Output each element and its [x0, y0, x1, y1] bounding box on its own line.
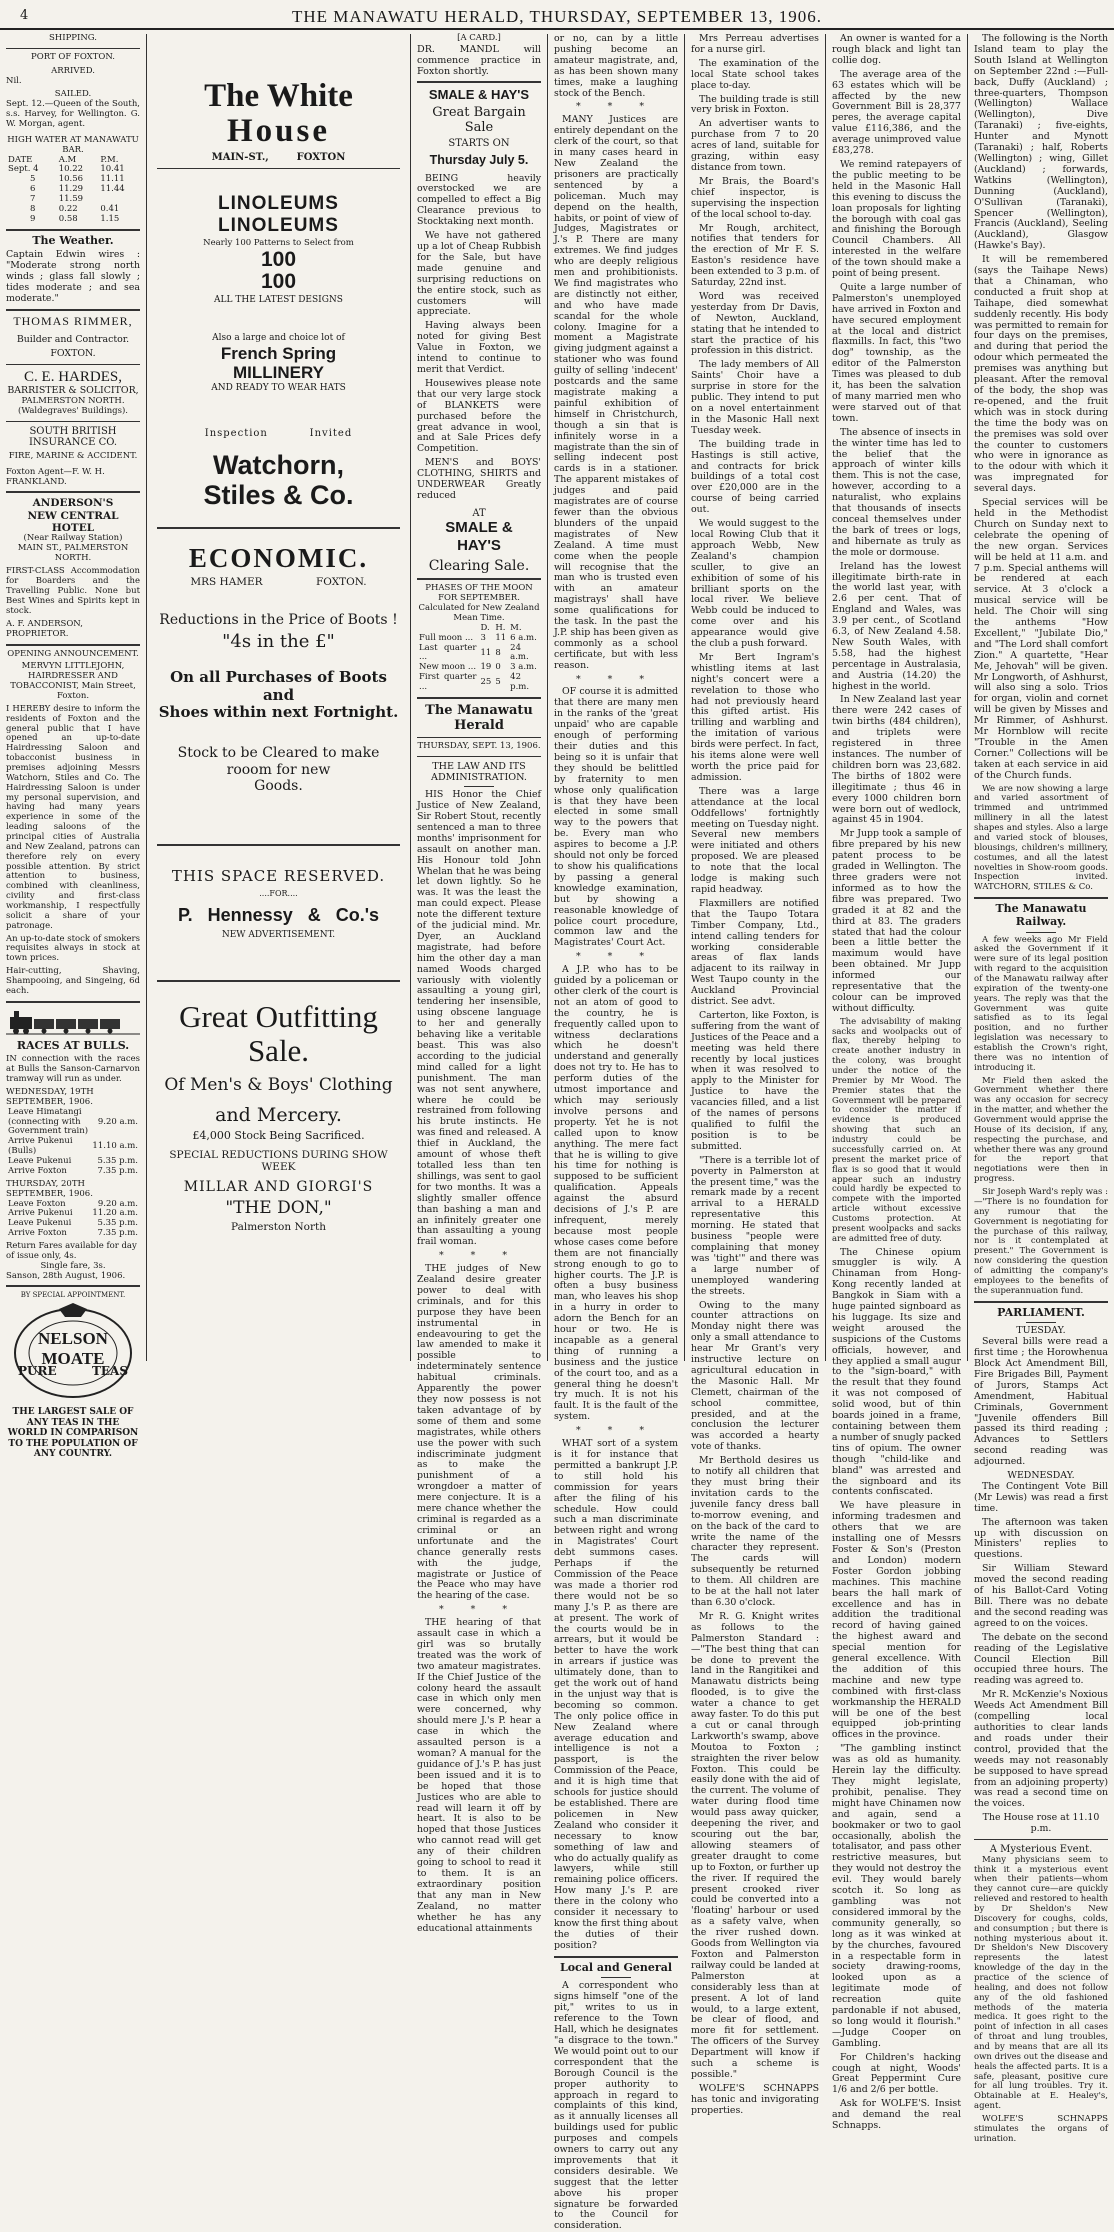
thursday-heading: THURSDAY, 20TH SEPTEMBER, 1906.: [6, 1178, 93, 1199]
anderson-address: MAIN ST., PALMERSTON NORTH.: [17, 542, 129, 563]
local-paragraph: There was a large attendance at the local Oddfellows' fortnightly meeting on Tuesday night. Several new members were initiated and others proposed. We are pleased to note that the local lodge is making such rapid headway.: [691, 785, 819, 895]
railway-heading: The Manawatu Railway.: [995, 902, 1087, 928]
newspaper-title: THE MANAWATU HERALD, THURSDAY, SEPTEMBER 13, 1906.: [291, 7, 823, 26]
local-paragraph: The absence of insects in the winter time has led to the belief that the approach of winter kills them. This is not the case, however, according to a naturalist, who explains that thousands of insects conceal themselves under the bark of trees or logs, and hibernate as truly as the mole or dormouse.: [832, 426, 961, 558]
outfitting-clothing: Of Men's & Boys' Clothing: [164, 1075, 393, 1096]
timetable-stop: Leave Himatangi (connecting with Government train): [8, 1106, 89, 1137]
local-paragraph: "The gambling instinct was as old as humanity. Herein lay the difficulty. They might legislate, prohibit, penalise. They might have Chinamen now and again, send a bookmaker or two to gaol occasionally, abolish the totalisator, and pass other restrictive measures, but they would not destroy the evil. They would barely scotch it. So long as gambling was not considered immoral by the community generally, so long as it was winked at by the churches, favoured in a respectable form in society drawing-rooms, looked upon as a legitimate mode of recreation quite pardonable if not abused, so long would it flourish." —Judge Cooper on Gambling.: [832, 1743, 961, 2049]
watchorn-heading: Watchorn,: [213, 450, 344, 481]
column-2-advertisements: [147, 34, 410, 1361]
local-paragraph: The average area of the 63 estates which will be affected by the new Government Bill is 28,377 peres, the average capital value £116,386, and the average unimproved value £83,278.: [832, 68, 961, 157]
races-single-fare: Single fare, 3s.: [40, 1260, 106, 1271]
law-paragraph: OF course it is admitted that there are many men in the ranks of the 'great unpaid' who are capable enough of performing their duties and this being so it is unfair that they should be belittled by fraternity to men whose only qualification is that they have been elected in some small way to the powers that be. Every man who aspires to become a J.P. should not only be forced to show his qualifications by passing a general knowledge examination, but by showing a reasonable knowledge of police court procedure, common law and the Magistrates' Court Act.: [554, 686, 678, 949]
millinery-heading-2: MILLINERY: [233, 363, 324, 383]
sailed-label: SAILED.: [54, 89, 92, 100]
local-paragraph: Ireland has the lowest illegitimate birth-rate in the world last year, with 2.6 per cent. That of England and Wales, was 3.9 per cent., of Scotland 6.3, of New Zealand 4.58. New South Wales, with 5.58, had the highest percentage in Australasia, and Austria (14.20) the highest in the world.: [832, 560, 961, 692]
law-continued: or no, can by a little pushing become an amateur magistrate, and, as has been shown many times, make a laughing stock of the Bench.: [554, 33, 678, 99]
local-paragraph: An owner is wanted for a rough black and light tan collie dog.: [832, 33, 961, 66]
local-paragraph: Mr Bert Ingram's whistling items at last night's concert were a revelation to those who had not previously heard this gifted artist. His trilling and warbling and the imitation of various birds were perfect. In fact, his items alone were well worth the price paid for admission.: [691, 651, 819, 783]
smale-great-bargain: Great Bargain Sale: [432, 105, 526, 136]
smale-paragraph: We have not gathered up a lot of Cheap Rubbish for the Sale, but have made genuine and surprising reductions on the entire stock, such as customers will appreciate.: [417, 230, 541, 318]
parliament-paragraph: Mr R. McKenzie's Noxious Weeds Act Amendment Bill (compelling local authorities to clear lands and roads under their control, provided that the weeds may not reasonably be supposed to have spread from an adjoining property) was read a second time on the voices.: [974, 1689, 1108, 1810]
timetable-time: 5.35 p.m.: [97, 1218, 138, 1229]
tide-pm: 11.44: [100, 184, 125, 195]
rimmer-role: Builder and Contractor.: [16, 333, 130, 345]
moon-day: 11: [480, 647, 492, 658]
separator-stars: * * *: [575, 1425, 657, 1437]
rimmer-name: THOMAS RIMMER,: [13, 313, 133, 328]
linoleums-heading: LINOLEUMS: [218, 192, 339, 214]
linoleums-patterns: Nearly 100 Patterns to Select from: [203, 237, 354, 248]
local-paragraph: Mr Brais, the Board's chief inspector, is supervising the inspection of the local school to-day.: [691, 175, 819, 220]
the-don: "THE DON,": [225, 1198, 332, 1219]
local-paragraph: The Chinese opium smuggler is wily. A Chinaman from Hong-Kong recently landed at Bangkok in Siam with a huge painted signboard as his luggage. Its size and weight aroused the suspicions of the Customs officials, however, and they applied a small augur to the "sign-board," with the result that they found it was not composed of solid wood, but of thin boards joined in a frame, containing between them a number of snugly packed tins of opium. The owner though "child-like and bland" was arrested and the signboard and its contents confiscated.: [832, 1246, 961, 1498]
wolfe-schnapps-notice: WOLFE'S SCHNAPPS has tonic and invigorating properties.: [691, 2082, 819, 2116]
moon-minute: 42 p.m.: [510, 672, 530, 693]
inspection-invited: Inspection Invited: [204, 427, 353, 439]
nelson-pure: PURE: [18, 1364, 57, 1379]
local-paragraph: Mr Jupp took a sample of fibre prepared by his new patent process to be graded in Wellington. The three graders were not informed as to how the fibre was prepared. Two graded it at 82 and the third at 83. The graders stated that had the colour been a little better the maximum would have been obtained. Mr Jupp informed our representative that the colour can be improved without difficulty.: [832, 828, 961, 1014]
races-date: Sanson, 28th August, 1906.: [6, 1270, 126, 1281]
economic-heading: ECONOMIC.: [188, 542, 369, 573]
nelson-special: BY SPECIAL APPOINTMENT.: [20, 1291, 126, 1300]
white-house-title: The White: [204, 78, 353, 114]
moon-hour: 0: [495, 662, 501, 673]
reductions-price: "4s in the £": [222, 631, 335, 653]
law-paragraph: WHAT sort of a system is it for instance that permitted a bankrupt J.P. to still hold his commission for years after the filing of his schedule. How could such a man discriminate between right and wrong in Magistrates' Court debt summons cases. Perhaps if the Commission of the Peace was made a thorier rod there would not be so many J.'s P. as there are at present. The work of the courts would be in arrears, but it would be better to have the work in arrears if justice was ultimately done, than to get the work out of hand in the unjust way that is becoming so common. The only police office in New Zealand where average education and intelligence is not a passport, is the Commission of the Peace, and it is high time that schools for justice should be established. There are policemen in New Zealand who consider it necessary to know something of law and who do actually qualify as lawyers, while still remaining police officers. How many J.'s P. are there in the colony who consider it necessary to know the first thing about the duties of their position?: [554, 1438, 678, 1951]
tide-date: 9: [30, 213, 36, 224]
races-fares: Return Fares available for day of issue only, 4s.: [6, 1240, 137, 1261]
hennessy-name: P. Hennessy & Co.'s: [177, 904, 380, 925]
timetable-stop: Leave Pukenui: [8, 1156, 72, 1167]
economic-hamer: MRS HAMER FOXTON.: [190, 575, 367, 588]
nelson-teas: TEAS: [91, 1364, 128, 1379]
weather-heading: The Weather.: [32, 233, 114, 247]
sbi-line: FIRE, MARINE & ACCIDENT.: [8, 450, 138, 461]
watchorn-notice: We are now showing a large and varied assortment of trimmed and untrimmed millinery in all the latest shapes and styles. Also a large and varied stock of blouses, blousings, children's millinery, costumes, and all the latest novelties in Show-room goods. Inspection invited. WATCHORN, STILES & Co.: [974, 783, 1108, 893]
local-paragraph: The lady members of All Saints' Choir have a surprise in store for the public. They intend to put on a novel entertainment in the Masonic Hall next Tuesday week.: [691, 359, 819, 436]
wolfe-schnapps-notice: Ask for WOLFE'S. Insist and demand the real Schnapps.: [832, 2098, 961, 2132]
shipping-heading: SHIPPING.: [48, 33, 98, 43]
column-7: [968, 33, 1114, 2144]
local-paragraph: The advisability of making sacks and woolpacks out of flax, thereby helping to create another industry in the colony, was brought under the notice of the Premier by Mr Wood. The Premier states that the Government will be prepared to consider the matter if evidence is produced showing that such an industry could be successfully carried on. At present the market price of flax is so good that it would appear such an industry could hardly be expected to compete with the imported article without excessive Customs protection. At present woolpacks and sacks are admitted free of duty.: [832, 1016, 961, 1244]
parliament-paragraph: The afternoon was taken up with discussion on Ministers' replies to questions.: [974, 1516, 1108, 1561]
parliament-paragraph: The Contingent Vote Bill (Mr Lewis) was read a first time.: [974, 1480, 1108, 1514]
moon-phase: Last quarter ...: [419, 642, 477, 663]
tide-date: Sept. 4: [8, 164, 39, 175]
millinery-intro: Also a large and choice lot of: [212, 333, 345, 344]
cleared-line: Stock to be Cleared to make rooom for new: [177, 745, 380, 778]
parliament-paragraph: The debate on the second reading of the Legislative Council Election Bill occupied three hours. The reading was agreed to.: [974, 1631, 1108, 1687]
local-paragraph: Mr Berthold desires us to notify all children that they must bring their invitation cards to the juvenile fancy dress ball to-morrow evening, and on the back of the card to write the name of the character they represent. The cards will subsequently be returned to them. All children are to be at the hall not later than 6.30 o'clock.: [691, 1455, 819, 1608]
moon-day: 3: [480, 632, 486, 643]
moon-minute: 6 a.m.: [510, 632, 537, 643]
timetable-time: 5.35 p.m.: [97, 1156, 138, 1167]
outfitting-special: SPECIAL REDUCTIONS DURING SHOW WEEK: [169, 1148, 388, 1173]
smale-name: SMALE &: [445, 519, 513, 537]
smale-paragraph: Housewives please note that our very large stock of BLANKETS were purchased before the great advance in wool, and at Sale Prices defy Competition.: [417, 377, 541, 455]
local-paragraph: An advertiser wants to purchase from 7 to 20 acres of land, suitable for grazing, within easy distance from town.: [691, 118, 819, 173]
column-5: [685, 33, 825, 2116]
tide-am: 11.59: [58, 194, 84, 205]
hardes-role: BARRISTER & SOLICITOR,: [7, 385, 139, 396]
railway-paragraph: Sir Joseph Ward's reply was :—"There is no foundation for any rumour that the Government is negotiating for the purchase of this railway, nor is it contemplated at present." The Government is now considering the question of admitting the company's employees to the benefits of the superannuation fund.: [974, 1187, 1108, 1296]
smale-paragraph: Having always been noted for giving Best Value in Foxton, we intend to continue to merit that Verdict.: [417, 320, 541, 375]
moon-minute: 3 a.m.: [510, 662, 537, 673]
reductions-heading: Reductions in the Price of Boots !: [159, 612, 398, 629]
hardes-place: PALMERSTON NORTH.: [21, 395, 125, 406]
millinery-heading: French Spring: [220, 343, 337, 363]
tide-date: 5: [30, 174, 36, 185]
column-3: [411, 33, 547, 1934]
local-paragraph: The building trade in Hastings is still active, and contracts for brick buildings of a total cost over £20,000 are in the course of being carried out.: [691, 438, 819, 516]
local-paragraph: The following is the North Island team to play the South Island at Wellington on September 22nd :—Full-back, Duffy (Auckland) ; three-quarters, Thompson (Wellington) Wallace (Wellington), Dive (Taranaki) ; five-eights, Hunter and Mynott (Taranaki) ; half, Roberts (Wellington) ; wing, Gillet (Auckland) ; forwards, Watkins (Wellington), Dunning (Auckland), O'Sullivan (Taranaki), Spencer (Wellington), Francis (Auckland), Seeling (Auckland), Glasgow (Hawke's Bay).: [974, 33, 1108, 252]
local-paragraph: We have pleasure in informing tradesmen and others that we are installing one of Messrs Foster & Son's (Preston and London) modern Foster Gordon jobbing machines. This machine bears the hall mark of excellence and has in addition the traditional record of having gained the highest award and special mention for general excellence. With the addition of this machine and new type combined with first-class workmanship the HERALD will be one of the best equipped job-printing offices in the province.: [832, 1500, 961, 1741]
local-paragraph: "There is a terrible lot of poverty in Palmerston at the present time," was the remark made by a recent arrival to a HERALD representative this morning. He stated that business "people were complaining that money was 'tight'" and there was a large number of unemployed wandering the streets.: [691, 1154, 819, 1297]
timetable-time: 9.20 a.m.: [97, 1198, 138, 1209]
tide-pm: 1.15: [100, 213, 120, 224]
column-4: [548, 33, 684, 2232]
linoleums-heading-2: LINOLEUMS: [218, 214, 339, 236]
separator-stars: * * *: [438, 1250, 520, 1262]
moon-hour: 11: [495, 632, 507, 643]
millinery-hats: AND READY TO WEAR HATS: [211, 383, 346, 394]
page-number: 4: [20, 8, 29, 23]
column-6: [826, 33, 967, 2132]
moon-phase: New moon ...: [419, 662, 477, 673]
sailed-text: Sept. 12.—Queen of the South, s.s. Harvey, for Wellington. G. W. Morgan, agent.: [6, 99, 140, 130]
railway-paragraph: Mr Field then asked the Government whether there was any occasion for secrecy in the matter, and whether the Government would apprise the House of its decision, if any, respecting the purchase, and whether there was any ground for the report that negotiations were then in progress.: [974, 1075, 1108, 1185]
masthead: [0, 0, 1114, 30]
tide-pm: 0.41: [100, 203, 120, 214]
card-label: [A CARD.]: [457, 33, 501, 43]
moon-hour: 5: [495, 677, 501, 688]
timetable-stop: Leave Pukenui: [8, 1218, 72, 1229]
moon-row: [417, 644, 541, 664]
tide-am: 11.29: [58, 184, 84, 195]
law-paragraph: THE hearing of that assault case in which a girl was so brutally treated was the work of two amateur magistrates. If the Chief Justice of the colony heard the assault case in which only men were concerned, why should mere J.'s P. hear a case in which the assaulted person is a woman? A manual for the guidance of J.'s P. has just been issued and it is to be hoped that those Justices who are able to read will learn it off by heart. It is also to be hoped that those Justices who cannot read will get any of their children going to school to read it to them. It is an extraordinary position that any man in New Zealand, no matter whether he has any educational attainments: [417, 1617, 541, 1934]
timetable-row: [6, 1108, 140, 1138]
moon-minute: 24 a.m.: [510, 642, 529, 663]
reserved-for: ....FOR....: [259, 889, 298, 899]
separator-stars: * * *: [575, 101, 657, 113]
tide-pm: 10.41: [100, 164, 125, 175]
tide-date: 8: [30, 203, 36, 214]
column-1: [0, 33, 146, 1460]
nelson-moate-lettering: [6, 1329, 140, 1403]
mandl-notice: DR. MANDL will commence practice in Foxton shortly.: [417, 43, 541, 78]
local-paragraph: Owing to the many counter attractions on Monday night there was only a small attendance to hear Mr Grant's very instructive lecture on agricultural education in the Masonic Hall. Mr Clemett, chairman of the school committee, presided, and at the conclusion the lecturer was accorded a hearty vote of thanks.: [691, 1299, 819, 1453]
local-paragraph: The building trade is still very brisk in Foxton.: [691, 93, 819, 116]
white-house-address: MAIN-ST., FOXTON: [211, 152, 346, 164]
tide-date: 6: [30, 184, 36, 195]
littlejohn-stock: An up-to-date stock of smokers requisites always in stock at town prices.: [6, 933, 140, 964]
mystery-heading: A Mysterious Event.: [989, 1844, 1093, 1856]
purchases-line: On all Purchases of Boots and: [170, 668, 387, 704]
moon-table: [417, 624, 541, 693]
races-text: IN connection with the races at Bulls the Sanson-Carnarvon tramway will run as under.: [6, 1054, 140, 1085]
moon-heading: PHASES OF THE MOON FOR SEPTEMBER. Calculated for New Zealand Mean Time.: [418, 583, 540, 624]
local-general-heading: Local and General: [559, 1960, 673, 1974]
separator-stars: * * *: [438, 1604, 520, 1616]
tide-table: [6, 156, 140, 225]
reserved-heading: THIS SPACE RESERVED.: [171, 867, 386, 886]
timetable-stop: Arrive Foxton: [8, 1228, 67, 1239]
local-paragraph: Flaxmillers are notified that the Taupo Totara Timber Company, Ltd., intend calling tenders for working considerable areas of flax lands adjacent to its railway in West Taupo county in the Auckland Provincial district. See advt.: [691, 897, 819, 1008]
local-paragraph: It will be remembered (says the Taihape News) that a Chinaman, who conducted a fruit shop at Taihape, died somewhat suddenly recently. His body was permitted to remain for four days on the premises, and during that period the odour which permeated the premises was anything but pleasant. After the removal of the body, the shop was re-opened, and the fruit which was in stock during the time the body was on the premises was sold over the counter to customers who were in ignorance as to the odour with which it was impregnated for several days.: [974, 254, 1108, 495]
don-palmerston: Palmerston North: [231, 1221, 326, 1234]
port-heading: PORT OF FOXTON.: [31, 51, 115, 62]
tide-am: 0.22: [58, 203, 78, 214]
moon-phase: Full moon ...: [419, 632, 474, 643]
hardes-office: (Waldegraves' Buildings).: [18, 405, 128, 416]
parliament-paragraph: Several bills were read a first time ; the Horowhenua Block Act Amendment Bill, Fire Brigades Bill, Payment of Jurors, Stamps Act Amendment, Habitual Criminals, Government "Juvenile offenders Bill passed its third reading ; Advances to Settlers second reading was adjourned.: [974, 1336, 1108, 1468]
anderson-name: ANDERSON'S: [32, 497, 114, 510]
high-water-heading: HIGH WATER AT MANAWATU BAR.: [7, 134, 139, 155]
timetable-time: 9.20 a.m.: [97, 1116, 138, 1127]
timetable-stop: Arrive Pukenui (Bulls): [8, 1136, 73, 1157]
moon-day: 25: [480, 677, 492, 688]
woods-cure-notice: For Children's hacking cough at night, Woods' Great Peppermint Cure 1/6 and 2/6 per bottle.: [832, 2051, 961, 2096]
watchorn-heading-2: Stiles & Co.: [203, 479, 354, 510]
anderson-proprietor: A. F. ANDERSON, PROPRIETOR.: [6, 618, 83, 639]
local-paragraph: Special services will be held in the Methodist Church on Sunday next to celebrate the opening of the new organ. Services will be held at 11 a.m. and 7 p.m. Special anthems will be rendered at each service. At 3 o'clock a musical service will be held. The Choir will sing the anthems "How Excellent," "Jubilate Dio," and "The Lord shall comfort Zion." A quartette, "Hear Me, Jehovah" will be given. Mr Longworth, of Ashhurst, will also sing a solo. Trios for organ, violin and cornet will be given by Misses and Mr Rimmer, of Ashhurst. Mr Hornblow will recite "Trouble in the Amen Corner." Collections will be taken at each service in aid of the Church funds.: [974, 497, 1108, 781]
purchases-line-2: Shoes within next Fortnight.: [158, 702, 399, 721]
moon-day: 19: [480, 662, 492, 673]
moon-header-cell: H.: [495, 622, 506, 633]
tide-header-cell: P.M.: [100, 154, 119, 165]
anderson-near: (Near Railway Station): [23, 532, 123, 543]
outfitting-mercery: and Mercery.: [215, 1103, 342, 1126]
nelson-slogan: THE LARGEST SALE OF ANY TEAS IN THE WORLD IN COMPARISON TO THE POPULATION OF ANY COUNTRY.: [7, 1407, 139, 1460]
tuesday-heading: TUESDAY.: [1016, 1325, 1066, 1337]
thursday-timetable: [6, 1200, 140, 1239]
sbi-agent: Foxton Agent—F. W. H. FRANKLAND.: [6, 466, 105, 487]
sbi-name: SOUTH BRITISH INSURANCE CO.: [28, 425, 118, 449]
parliament-heading: PARLIAMENT.: [997, 1305, 1085, 1319]
littlejohn-text: I HEREBY desire to inform the residents of Foxton and the general public that I have opened an up-to-date Hairdressing Saloon and tobacconist business in premises adjoining Messrs Watchorn, Stiles and Co. The Hairdressing Saloon is under my personal supervision, and having had many years experience in some of the leading saloons of the principal cities of Australia and New Zealand, patrons can therefore rely on every possible attention. By strict attention to business, combined with cleanliness, civility and first-class workmanship, I respectfully solicit a share of your patronage.: [6, 703, 140, 931]
local-paragraph: We would suggest to the local Rowing Club that it approach Webb, New Zealand's champion sculler, to give an exhibition of some of his brilliant sports on the local river. We believe Webb could be induced to come over and his appearance would give the club a push forward.: [691, 518, 819, 650]
outfitting-heading-2: Sale.: [247, 1033, 310, 1069]
rimmer-place: FOXTON.: [50, 347, 96, 359]
tide-am: 0.58: [58, 213, 78, 224]
littlejohn-role: HAIRDRESSER AND TOBACCONIST, Main Street, Foxton.: [10, 671, 136, 701]
local-paragraph: Mr R. G. Knight writes as follows to the Palmerston Standard :—"The best thing that can be done to prevent the land in the Rangitikei and Manawatu districts being flooded, is to give the water a chance to get away faster. To do this put a cut or canal through Larkworth's swamp, above Moutoa to Foxton ; straighten the river below Foxton. This could be easily done with the aid of the current. The volume of water during flood time would pass away quicker, deepening the river, and scouring out the bar, allowing steamers of greater draught to come up to Foxton, or further up the river. If required the present crooked river could be converted into a 'floating' harbour or used as a safety valve, when the river rushed down. Goods from Wellington via Foxton and Palmerston railway could be landed at Palmerston at considerably less than at present. A lot of land would, to a large extent, be clear of flood, and more fit for settlement. The officers of the Survey Department will know if such a scheme is possible.": [691, 1610, 819, 2080]
moon-hour: 8: [495, 647, 501, 658]
railway-paragraph: A few weeks ago Mr Field asked the Government if it were sure of its legal position with regard to the acquisition of the Manawatu railway after expiration of the twenty-one years. The reply was that the Government was quite satisfied as to its legal position, and no further legislation was necessary to establish the Crown's right, there was no intention of introducing it.: [974, 934, 1108, 1073]
local-paragraph: Mrs Perreau advertises for a nurse girl.: [691, 33, 819, 55]
local-paragraph: Carterton, like Foxton, is suffering from the want of Justices of the Peace and a meeting was held there recently by local justices when it was resolved to apply to the Minister for Justice to have the vacancies filled, and a list of the names of persons qualified to fulfil the position is to be submitted.: [691, 1009, 819, 1152]
local-paragraph: A correspondent who signs himself "one of the pit," writes to us in reference to the Town Hall, which he designates "a disgrace to the town." We would point out to our correspondent that the Borough Council is the proper authority to approach in regard to complaints of this kind, as it annually licenses all buildings used for public purposes and compels owners to carry out any improvements that it considers desirable. We suggest that the letter above his proper signature be forwarded to the Council for consideration.: [554, 1980, 678, 2232]
timetable-row: [6, 1167, 140, 1177]
local-paragraph: In New Zealand last year there were 242 cases of twin births (484 children), and triplets were registered in three instances. The number of children born was 23,682. The births of 1802 were illegitimate ; thus 46 in every 1000 children born were born out of wedlock, against 45 in 1904.: [832, 694, 961, 826]
herald-date: THURSDAY, SEPT. 13, 1906.: [417, 741, 541, 752]
hay-name: HAY'S: [457, 536, 501, 554]
tide-am: 10.22: [58, 164, 84, 175]
anderson-text: FIRST-CLASS Accommodation for Boarders and the Travelling Public. None but Best Wines and Spirits kept in stock.: [6, 566, 140, 616]
tide-header-cell: A.M: [58, 154, 77, 165]
moon-phase: First quarter ...: [419, 672, 477, 693]
law-paragraph: MANY Justices are entirely dependant on the clerk of the court, so that in many cases heard in New Zealand the prisoners are practically sentenced by a policeman. Much may depend on the health, habits, or point of view of Judges, Magistrates or J.'s P. There are many extremes. We find judges who are deeply religious men and prohibitionists. We find magistrates who are distinctly not either, and who have made scandal for the whole colony. Imagine for a moment a Magistrate giving judgment against a stationer who was found guilty of selling 'indecent' postcards and the same magistrate making a painful exhibition of himself in Christchurch, though a sin that is infinitely worse in a magistrate than the sin of selling indecent post cards is in a stationer. The apparent mistakes of judges and paid magistrates are of course fewer than the obvious blunders of the unpaid magistrates of New Zealand. A time must come when the people will recognise that the man who is trusted even with an amateur magistrays' shall have some qualifications for the task. In the past the J.P. ship has been given as commonly as a school certificate, but with less reason.: [554, 114, 678, 671]
tide-row: [6, 215, 140, 225]
moon-header-cell: D.: [480, 622, 490, 633]
outfitting-stock: £4,000 Stock Being Sacrificed.: [192, 1128, 365, 1142]
local-paragraph: Mr Rough, architect, notifies that tenders for the erection of Mr F. S. Easton's residence have been extended to 3 p.m. of Saturday, 22nd inst.: [691, 222, 819, 289]
white-house-title-2: House: [226, 112, 330, 149]
arrived-value: Nil.: [6, 75, 22, 86]
moon-header-cell: M.: [510, 622, 522, 633]
hennessy-new-ad: NEW ADVERTISEMENT.: [221, 929, 336, 940]
parliament-paragraph: Sir William Steward moved the second reading of his Ballot-Card Voting Bill. There was no debate and the second reading was agreed to on the voices.: [974, 1563, 1108, 1629]
littlejohn-prices: Hair-cutting, Shaving, Shampooing, and Singeing, 6d each.: [6, 966, 140, 996]
linoleums-designs: ALL THE LATEST DESIGNS: [214, 294, 343, 305]
tide-am: 10.56: [58, 174, 84, 185]
moon-row: [417, 673, 541, 693]
nelson-name: NELSON MOATE: [38, 1329, 108, 1369]
law-paragraph: THE judges of New Zealand desire greater power to deal with criminals, and for this purpose they have been instrumental in endeavouring to get the law amended to make it possible to indeterminately sentence habitual criminals. Apparently the power they now possess is not taken advantage of by some of them and some magistrates, while others use the power with such indiscriminate judgment as to make the punishment of a wrongdoer a matter of mere conjecture. It is a mere chance whether the criminal is regarded as a criminal or an unfortunate and the chance generally rests with the judge, magistrate or Justice of the Peace who may have the hearing of the case.: [417, 1263, 541, 1602]
tide-date: 7: [30, 194, 36, 205]
law-heading: THE LAW AND ITS ADMINISTRATION.: [431, 760, 527, 784]
cleared-line-2: Goods.: [254, 777, 303, 794]
weather-text: Captain Edwin wires : "Moderate strong north winds ; glass fall slowly ; tides moderate ; and sea moderate.": [6, 249, 140, 304]
timetable-time: 11.20 a.m.: [92, 1208, 138, 1219]
train-engraving: [6, 1007, 140, 1037]
law-paragraph: HIS Honor the Chief Justice of New Zealand, Sir Robert Stout, recently sentenced a man to three months' imprisonment for assault on another man. His Honour told John Whelan that he was being let down lightly. So he was. It was the least the man could expect. Please note the different texture of the judicial mind. Mr. Dyer, an Auckland magistrate, had before him the other day a man named Woods charged variously with violently assaulting a young girl, tendering her insensible, using obscene language to her and generally behaving like a veritable beast. This was also according to the judicial mind called for a light punishment. The man was not sent anywhere, where he could be restrained from following his brute instincts. He was fined and released. A thief in Auckland, the amount of whose theft totalled less than ten shillings, was sent to gaol for two months. It was a slightly smaller offence than bashing a man and an infinitely greater one than assaulting a young frail woman.: [417, 789, 541, 1248]
smale-hay-heading: SMALE & HAY'S: [428, 87, 530, 103]
smale-starts-on: STARTS ON: [448, 138, 510, 150]
outfitting-heading: Great Outfitting: [179, 999, 378, 1035]
smale-paragraph: MEN'S and BOYS' CLOTHING, SHIRTS and UNDERWEAR Greatly reduced: [417, 457, 541, 501]
millar-giorgi: MILLAR AND GIORGI'S: [183, 1179, 374, 1196]
anderson-hotel: NEW CENTRAL HOTEL: [27, 509, 119, 534]
littlejohn-name: MERVYN LITTLEJOHN,: [21, 661, 125, 672]
local-paragraph: We remind ratepayers of the public meeting to be held in the Masonic Hall this evening to discuss the loan proposals for lighting the borough with coal gas and finishing the Borough Council Chambers. All interested in the welfare of the town should make a point of being present.: [832, 158, 961, 280]
smale-at: AT: [472, 507, 486, 519]
wednesday-heading: WEDNESDAY, 19TH SEPTEMBER, 1906.: [6, 1087, 94, 1107]
wednesday-timetable: [6, 1108, 140, 1177]
timetable-row: [6, 1137, 140, 1157]
smale-paragraph: BEING heavily overstocked we are compelled to effect a Big Clearance previous to Stocktaking next month.: [417, 172, 541, 228]
law-paragraph: A J.P. who has to be guided by a policeman or other clerk of the court is not an atom of good to the country, he is frequently called upon to witness declarations which he doesn't understand and generally does not try to. He has to perform duties of the utmost importance and which may seriously involve persons and property. Yet he is not called upon to know anything. The mere fact that he is willing to give his time for nothing is supposed to be sufficient qualification. Appeals against the absurd decisions of J.'s P. are infrequent, merely because most people whose cases come before them are not financially strong enough to go to higher courts. The J.P. is often a busy business man, who leaves his shop in a hurry in order to adorn the Bench for an hour or two. He is incapable as a general thing of running a business and the justice of the court too, and as a general thing he doesn't try much. It is not his fault. It is the fault of the system.: [554, 964, 678, 1423]
tide-pm: 11.11: [100, 174, 125, 185]
clearing-sale: Clearing Sale.: [428, 558, 530, 575]
house-rose: The House rose at 11.10 p.m.: [982, 1812, 1100, 1835]
timetable-time: 7.35 p.m.: [97, 1165, 138, 1176]
timetable-stop: Arrive Foxton: [8, 1165, 67, 1176]
linoleums-100-2: 100: [260, 269, 297, 293]
opening-heading: OPENING ANNOUNCEMENT.: [7, 648, 139, 659]
timetable-stop: Leave Foxton: [8, 1198, 66, 1209]
tide-header-cell: DATE: [8, 154, 33, 165]
linoleums-100: 100: [260, 247, 297, 271]
wednesday-heading: WEDNESDAY.: [1007, 1470, 1075, 1482]
arrived-label: ARRIVED.: [51, 65, 95, 76]
wolfe-schnapps-notice: WOLFE'S SCHNAPPS stimulates the organs of urination.: [974, 2113, 1108, 2144]
local-paragraph: The examination of the local State school takes place to-day.: [691, 57, 819, 91]
timetable-row: [6, 1229, 140, 1239]
smale-date: Thursday July 5.: [429, 153, 529, 168]
separator-stars: * * *: [575, 951, 657, 963]
timetable-stop: Arrive Pukenui: [8, 1208, 73, 1219]
local-paragraph: Quite a large number of Palmerston's unemployed have arrived in Foxton and have secured employment at the local and district flaxmills. In fact, this "two dog" township, as the editor of the Palmerston Times was pleased to dub it, has been the salvation of many married men who were starved out of that town.: [832, 281, 961, 424]
timetable-time: 7.35 p.m.: [97, 1228, 138, 1239]
separator-stars: * * *: [575, 673, 657, 685]
mystery-paragraph: Many physicians seem to think it a mysterious event when their patients—whom they cannot cure—are quickly relieved and restored to health by Dr Sheldon's New Discovery for coughs, colds, and consumption ; but there is nothing mysterious about it. Dr Sheldon's New Discovery represents the latest knowledge of the day in the practice of the science of healing, and does not follow any of the old fashioned methods of the materia medica. It goes right to the point of infection in all cases of throat and lung troubles, and by means that are all its own drives out the disease and heals the affected parts. It is a safe, pleasant, positive cure for all lung troubles. Try it. Obtainable at E. Healey's, agent.: [974, 1854, 1108, 2112]
local-paragraph: Word was received yesterday from Dr Davis, of Newton, Auckland, stating that he intended to start the practice of his profession in this district.: [691, 290, 819, 357]
timetable-time: 11.10 a.m.: [92, 1141, 138, 1152]
hardes-name: C. E. HARDES,: [24, 368, 122, 385]
herald-title: The Manawatu Herald: [425, 702, 533, 733]
races-heading: RACES AT BULLS.: [16, 1038, 130, 1052]
